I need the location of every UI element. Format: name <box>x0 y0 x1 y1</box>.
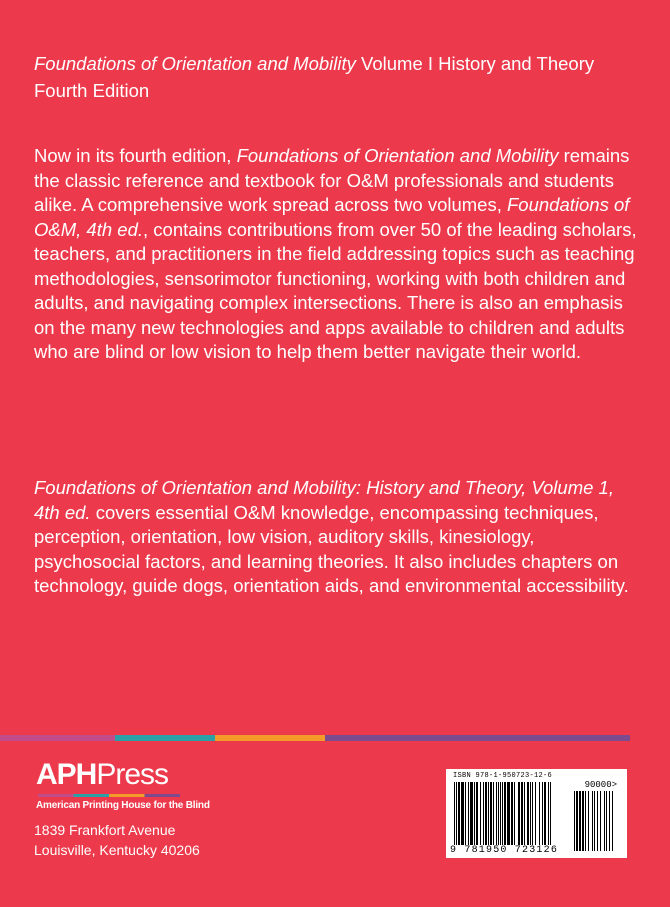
publisher-address <box>34 820 200 860</box>
barcode-bars-addon <box>574 791 619 851</box>
description-paragraph-2 <box>34 476 644 599</box>
book-title <box>34 50 644 104</box>
logo-press: Press <box>96 758 169 791</box>
description-text-italic: Foundations of Orientation and Mobility <box>236 145 559 166</box>
description-text-italic: Foundations of O&M, 4th ed. <box>34 194 630 240</box>
description-text-italic: Foundations of Orientation and Mobility: History and Theory, Volume 1, 4th ed. <box>34 477 614 523</box>
logo-wordmark <box>36 758 196 792</box>
barcode-space <box>613 791 615 851</box>
description-text: remains the classic reference and textbook for O&M professionals and students alike. A comprehensive work spread across two volumes, <box>34 145 630 215</box>
stripe-purple <box>325 735 630 741</box>
barcode-digits: 9 781950 723126 <box>450 845 559 856</box>
description-text: covers essential O&M knowledge, encompassing techniques, perception, orientation, low vision, auditory skills, kinesiology, psychosocial factors, and learning theories. It also includes chapters on technology, guide dogs, orientation aids, and environmental accessibility. <box>34 501 629 596</box>
book-title-italic: Foundations of Orientation and Mobility <box>34 53 356 74</box>
logo-aph: APH <box>36 758 97 791</box>
isbn-label: ISBN 978-1-950723-12-6 <box>453 772 553 780</box>
stripe-orange <box>215 735 325 741</box>
isbn-barcode <box>446 769 627 858</box>
logo-rule <box>38 794 180 797</box>
stripe-teal <box>115 735 215 741</box>
aph-press-logo <box>36 758 210 811</box>
description-text: , contains contributions from over 50 of the leading scholars, teachers, and practitioners in the field addressing topics such as teaching methodologies, sensorimotor functioning, working with both children and adults, and navigating complex intersections. There is also an emphasis on the many new technologies and apps available to children and adults who are blind or low vision to help them better navigate their world. <box>34 218 637 362</box>
book-title-rest: Volume I History and Theory Fourth Edition <box>34 53 595 101</box>
price-code: 90000> <box>584 780 617 790</box>
barcode-space <box>551 782 552 846</box>
logo-subtitle: American Printing House for the Blind <box>36 800 210 811</box>
description-paragraph-1 <box>34 144 644 365</box>
description-text: Now in its fourth edition, <box>34 145 237 166</box>
address-line: Louisville, Kentucky 40206 <box>34 842 200 858</box>
stripe-magenta <box>0 735 115 741</box>
address-line: 1839 Frankfort Avenue <box>34 822 176 838</box>
barcode-bars-main <box>454 782 568 846</box>
